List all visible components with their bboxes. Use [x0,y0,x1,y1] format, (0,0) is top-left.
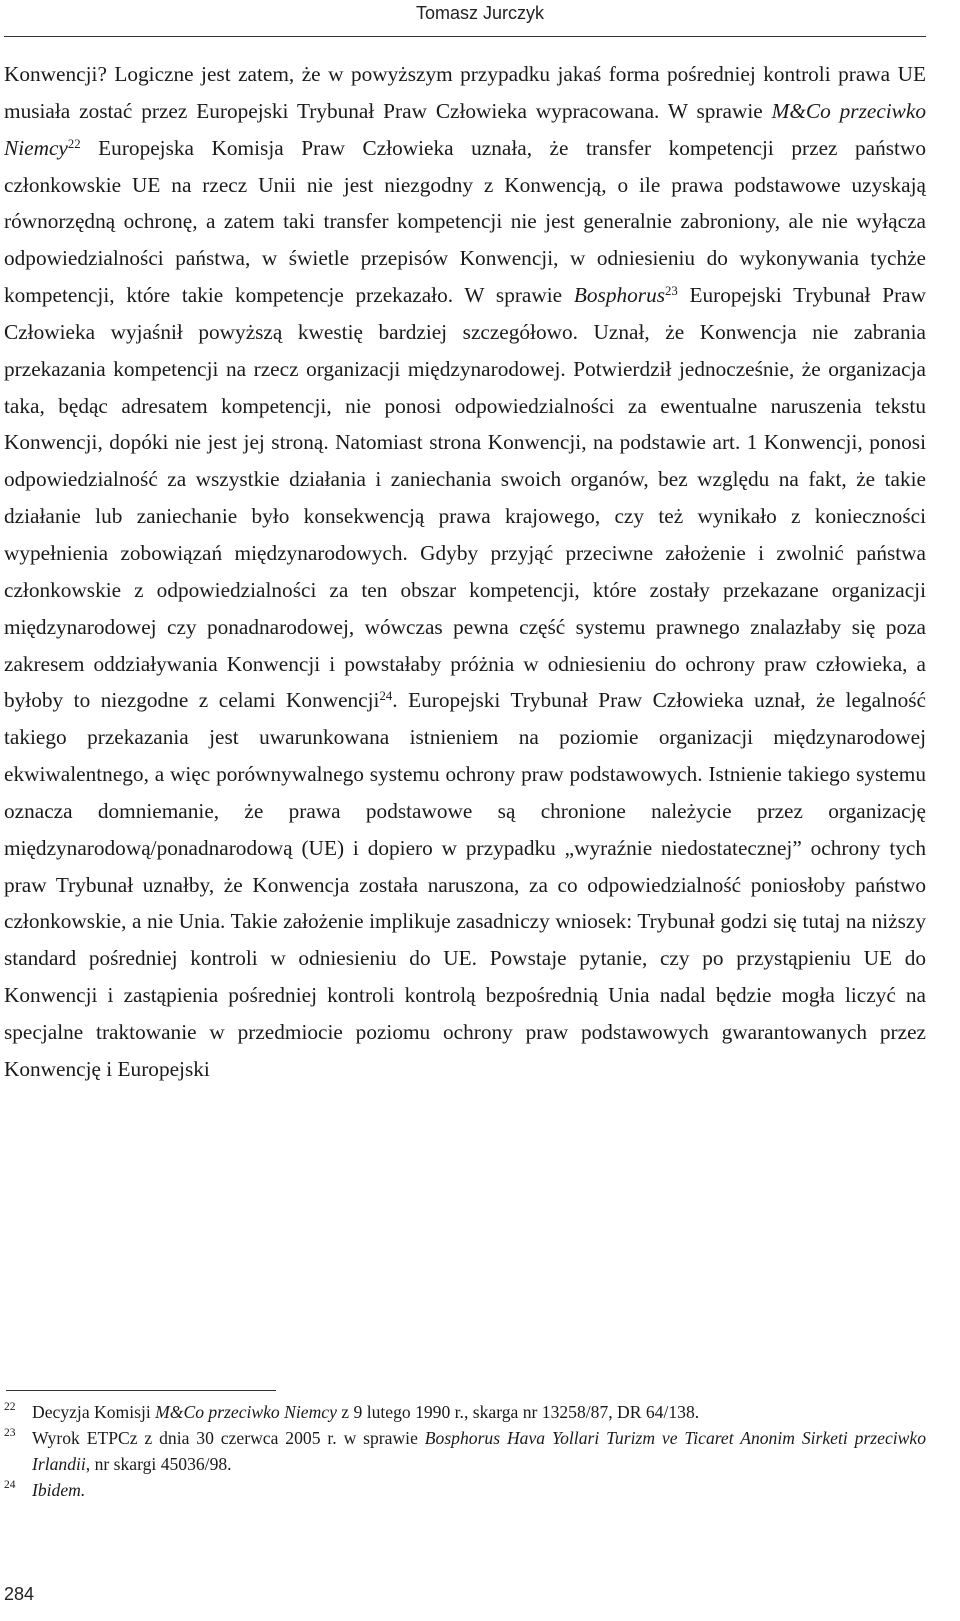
footnote-text: Decyzja Komisji [32,1402,156,1422]
footnote-22 [4,1399,926,1425]
footnote-text: , nr skargi 45036/98. [85,1454,232,1474]
case-name-italic: M&Co przeciwko Niemcy [4,98,926,160]
footnote-italic: Ibidem. [32,1480,86,1500]
case-name-italic: Bosphorus [573,283,666,308]
header-divider [4,36,926,37]
footnote-number: 22 [4,1401,16,1413]
footnote-divider [6,1390,276,1391]
footnote-23 [4,1425,926,1477]
body-text-segment: Europejski Trybunał Praw Człowieka wyjaśnił powyższą kwestię bardziej szczegółowo. Uznał, że Konwencja nie zabrania przekazania kompetencji na rzecz organizacji międzynarodowej. Potwierdził jednocześnie, że organizacja taka, będąc adresatem kompetencji, nie ponosi odpowiedzialności za ewentualne naruszenia tekstu Konwencji, dopóki nie jest jej stroną. Natomiast strona Konwencji, na podstawie art. 1 Konwencji, ponosi odpowiedzialność za wszystkie działania i zaniechania swoich organów, bez względu na fakt, że takie działanie lub zaniechanie było konsekwencją prawa krajowego, czy też wynikało z konieczności wypełnienia zobowiązań międzynarodowych. Gdyby przyjąć przeciwne założenie i zwolnić państwa członkowskie z odpowiedzialności za ten obszar kompetencji, które zostały przekazane organizacji międzynarodowej czy ponadnarodowej, wówczas pewna część systemu prawnego znalazłaby się poza zakresem oddziaływania Konwencji i powstałaby próżnia w odniesieniu do ochrony praw człowieka, a byłoby to niezgodne z celami Konwencji [4,283,926,713]
footnote-italic: Bosphorus Hava Yollari Turizm ve Ticaret Anonim Sirketi przeciwko Irlandii [32,1428,926,1474]
footnote-italic: M&Co przeciwko Niemcy [155,1402,337,1422]
footnote-text: Wyrok ETPCz z dnia 30 czerwca 2005 r. w sprawie [32,1428,425,1448]
body-text-segment: . Europejski Trybunał Praw Człowieka uznał, że legalność takiego przekazania jest uwarunkowana istnieniem na poziomie organizacji międzynarodowej ekwiwalentnego, a więc porównywalnego systemu ochrony praw podstawowych. Istnienie takiego systemu oznacza domniemanie, że prawa podstawowe są chronione należycie przez organizację międzynarodową/ponadnarodową (UE) i dopiero w przypadku „wyraźnie niedostatecznej” ochrony tych praw Trybunał uznałby, że Konwencja została naruszona, za co odpowiedzialność poniosłoby państwo członkowskie, a nie Unia. Takie założenie implikuje zasadniczy wniosek: Trybunał godzi się tutaj na niższy standard pośredniej kontroli w odniesieniu do UE. Powstaje pytanie, czy po przystąpieniu UE do Konwencji i zastąpienia pośredniej kontroli kontrolą bezpośrednią Unia nadal będzie mogła liczyć na specjalne traktowanie w przedmiocie poziomu ochrony praw podstawowych gwarantowanych przez Konwencję i Europejski [4,688,926,1081]
footnote-ref-23[interactable]: 23 [665,284,678,299]
footnote-text: z 9 lutego 1990 r., skarga nr 13258/87, DR 64/138. [336,1402,700,1422]
footnote-ref-24[interactable]: 24 [379,689,393,704]
footnote-ref-22[interactable]: 22 [67,136,81,151]
body-text-segment: Konwencji? Logiczne jest zatem, że w powyższym przypadku jakaś forma pośredniej kontroli prawa UE musiała zostać przez Europejski Trybunał Praw Człowieka wypracowana. W sprawie [4,62,926,123]
footnotes-section [4,1399,926,1503]
main-text [4,56,926,1088]
footnote-number: 24 [4,1479,16,1491]
footnote-number: 23 [4,1427,16,1439]
body-paragraph [4,56,926,1088]
body-text-segment: Europejska Komisja Praw Człowieka uznała, że transfer kompetencji przez państwo członkowskie UE na rzecz Unii nie jest niezgodny z Konwencją, o ile prawa podstawowe uzyskają równorzędną ochronę, a zatem taki transfer kompetencji nie jest generalnie zabroniony, ale nie wyłącza odpowiedzialności państwa, w świetle przepisów Konwencji, w odniesieniu do wykonywania tychże kompetencji, które takie kompetencje przekazało. W sprawie [4,135,926,308]
page-number: 284 [4,1584,35,1604]
footnote-24 [4,1477,926,1503]
running-header: Tomasz Jurczyk [415,3,545,23]
